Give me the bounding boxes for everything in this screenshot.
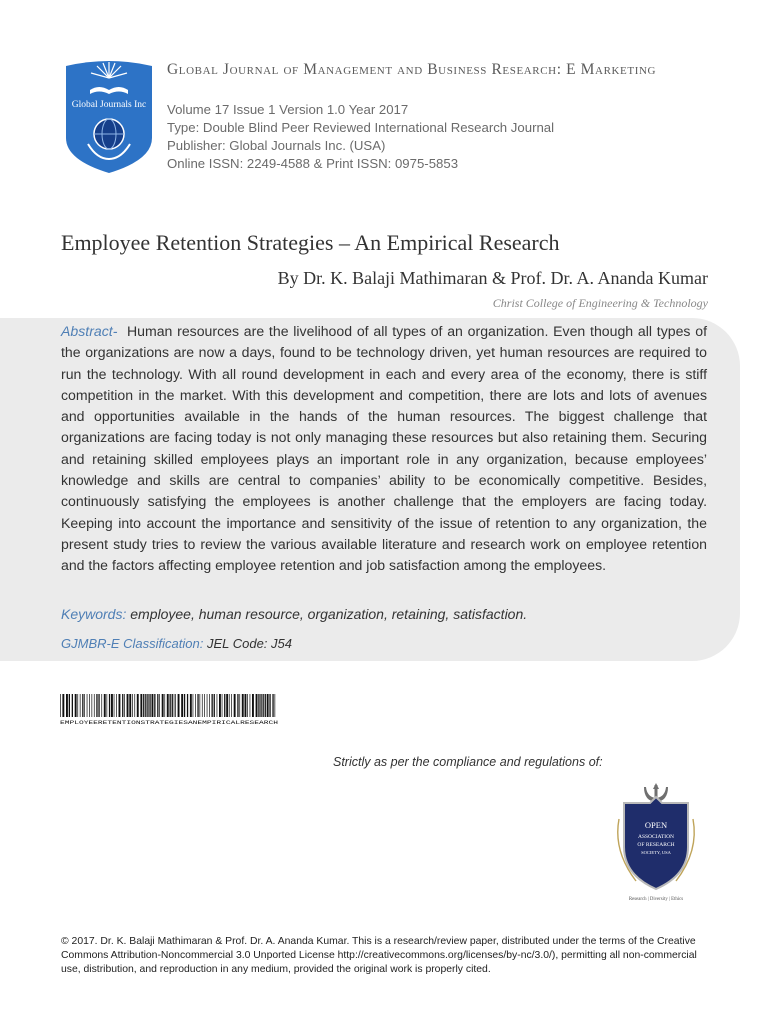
abstract xyxy=(61,321,707,577)
barcode-bar xyxy=(231,694,232,717)
barcode-bar xyxy=(214,694,215,717)
global-journals-logo xyxy=(64,56,154,174)
barcode-bar xyxy=(222,694,223,717)
paper-authors: By Dr. K. Balaji Mathimaran & Prof. Dr. A. Ananda Kumar xyxy=(277,268,708,288)
barcode-bar xyxy=(167,694,169,717)
barcode-bar xyxy=(72,694,73,717)
barcode-text: EMPLOYEERETENTIONSTRATEGIESANEMPIRICALRESEARCH xyxy=(60,720,278,726)
barcode-bar xyxy=(134,694,135,717)
barcode-bar xyxy=(75,694,77,717)
barcode-bar xyxy=(137,694,139,717)
classification-value: JEL Code: J54 xyxy=(206,636,292,651)
keywords-label: Keywords: xyxy=(61,606,127,622)
barcode-bar xyxy=(219,694,221,717)
barcode-bar xyxy=(265,694,266,717)
volume-line: Volume 17 Issue 1 Version 1.0 Year 2017 xyxy=(167,102,409,117)
barcode-bar xyxy=(234,694,236,717)
journal-title: Global Journal of Management and Business Research: E Marketing xyxy=(167,61,657,78)
barcode-bar xyxy=(101,694,102,717)
barcode-bar xyxy=(157,694,158,717)
issn-line: Online ISSN: 2249-4588 & Print ISSN: 0975-5853 xyxy=(167,156,459,171)
barcode-bar xyxy=(143,694,144,717)
seal-line-4: SOCIETY, USA xyxy=(641,850,671,855)
barcode-bar xyxy=(202,694,203,717)
barcode-bar xyxy=(114,694,115,717)
barcode-bar xyxy=(224,694,225,717)
barcode-bar xyxy=(116,694,117,717)
barcode-bar xyxy=(127,694,129,717)
barcode-bar xyxy=(193,694,194,717)
barcode-bar xyxy=(152,694,154,717)
barcode-bar xyxy=(122,694,123,717)
barcode-bar xyxy=(258,694,259,717)
barcode-bar xyxy=(200,694,201,717)
barcode-bar xyxy=(260,694,261,717)
barcode-bar xyxy=(245,694,247,717)
barcode-bar xyxy=(247,694,248,717)
barcode-bar xyxy=(162,694,164,717)
barcode-bar xyxy=(119,694,121,717)
barcode-bar xyxy=(89,694,90,717)
barcode-bar xyxy=(109,694,110,717)
barcode-bar xyxy=(267,694,269,717)
barcode-bar xyxy=(66,694,68,717)
barcode-bar xyxy=(204,694,205,717)
barcode-bar xyxy=(84,694,85,717)
barcode-bar xyxy=(111,694,113,717)
barcode-bar xyxy=(98,694,99,717)
seal-line-1: OPEN xyxy=(644,820,668,830)
barcode-bar xyxy=(212,694,213,717)
barcode-bar xyxy=(250,694,251,717)
barcode-bar xyxy=(107,694,108,717)
seal-tagline: Research | Diversity | Ethics xyxy=(628,897,684,902)
compliance-note: Strictly as per the compliance and regulations of: xyxy=(333,755,603,769)
logo-text: Global Journals Inc xyxy=(71,100,147,110)
barcode-bar xyxy=(175,694,176,717)
barcode-bar xyxy=(140,694,142,717)
barcode-bar xyxy=(195,694,196,717)
barcode-bar xyxy=(190,694,192,717)
barcode-bar xyxy=(159,694,160,717)
barcode-bar xyxy=(172,694,173,717)
abstract-label: Abstract- xyxy=(61,323,118,339)
barcode-bar xyxy=(184,694,185,717)
author-affiliation: Christ College of Engineering & Technology xyxy=(492,296,708,310)
barcode-bar xyxy=(154,694,155,717)
barcode-bar xyxy=(77,694,78,717)
barcode-bar xyxy=(104,694,106,717)
keywords-value: employee, human resource, organization, retaining, satisfaction. xyxy=(130,606,528,622)
publisher-line: Publisher: Global Journals Inc. (USA) xyxy=(167,138,386,153)
barcode-bar xyxy=(164,694,165,717)
seal-line-2: ASSOCIATION xyxy=(637,834,675,840)
keywords xyxy=(61,606,527,622)
barcode-bar xyxy=(269,694,270,717)
type-line: Type: Double Blind Peer Reviewed International Research Journal xyxy=(167,120,555,135)
barcode-bar xyxy=(69,694,70,717)
barcode-bar xyxy=(132,694,133,717)
barcode-bar xyxy=(129,694,131,717)
barcode-bar xyxy=(209,694,210,717)
barcode-bar xyxy=(252,694,254,717)
journal-meta xyxy=(167,101,554,173)
barcode-bar xyxy=(174,694,175,717)
barcode-bar xyxy=(82,694,83,717)
barcode-bar xyxy=(237,694,238,717)
barcode-bar xyxy=(263,694,264,717)
barcode xyxy=(60,694,278,726)
barcode-bar xyxy=(275,694,276,717)
barcode-bar xyxy=(62,694,64,717)
barcode-bar xyxy=(197,694,198,717)
barcode-bar xyxy=(178,694,180,717)
classification xyxy=(61,636,292,651)
license-text: © 2017. Dr. K. Balaji Mathimaran & Prof. Dr. A. Ananda Kumar. This is a research/review paper, distributed under the terms of the Creative Commons Attribution-Noncommercial 3.0 Unported License http://creativecommons.org/licenses/by-nc/3.0/), permitting all non-commercial use, distribution, and reproduction in any medium, provided the original work is properly cited. xyxy=(61,936,697,975)
barcode-bar xyxy=(229,694,230,717)
barcode-bar xyxy=(217,694,218,717)
barcode-bar xyxy=(87,694,88,717)
barcode-bar xyxy=(124,694,125,717)
barcode-bar xyxy=(226,694,228,717)
barcode-bar xyxy=(256,694,258,717)
barcode-bar xyxy=(181,694,183,717)
classification-label: GJMBR-E Classification: xyxy=(61,636,204,651)
abstract-text: Human resources are the livelihood of all types of an organization. Even though all types of the organizations are now a days, found to be technology driven, yet human resources are required to run the technology. With all round development in each and every area of the economy, there is stiff competition in the market. With this development and competition, there are lots and lots of avenues and opportunities available in the hands of the human resources. The biggest challenge that organizations are facing today is not only managing these resources but also retaining them. Securing and retaining skilled employees plays an important role in any organization, because employees’ knowledge and skills are central to companies’ ability to be economically competitive. Besides, continuously satisfying the employees is another challenge that the employers are facing today. Keeping into account the importance and sensitivity of the issue of retention to any organization, the present study tries to review the various available literature and research work on employee retention and the factors affecting employee retention and job satisfaction among the employees. xyxy=(61,323,707,574)
barcode-bar xyxy=(60,694,61,717)
barcode-bar xyxy=(207,694,208,717)
barcode-bar xyxy=(187,694,188,717)
barcode-bar xyxy=(94,694,95,717)
barcode-bar xyxy=(272,694,273,717)
open-association-seal xyxy=(610,783,702,905)
seal-line-3: OF RESEARCH xyxy=(637,842,675,848)
barcode-bar xyxy=(147,694,148,717)
barcode-bar xyxy=(170,694,171,717)
barcode-bar xyxy=(80,694,81,717)
barcode-bar xyxy=(239,694,240,717)
paper-title: Employee Retention Strategies – An Empirical Research xyxy=(61,230,560,255)
barcode-bar xyxy=(149,694,150,717)
barcode-bar xyxy=(92,694,93,717)
barcode-bar xyxy=(242,694,244,717)
barcode-bar xyxy=(96,694,97,717)
barcode-bar xyxy=(145,694,146,717)
